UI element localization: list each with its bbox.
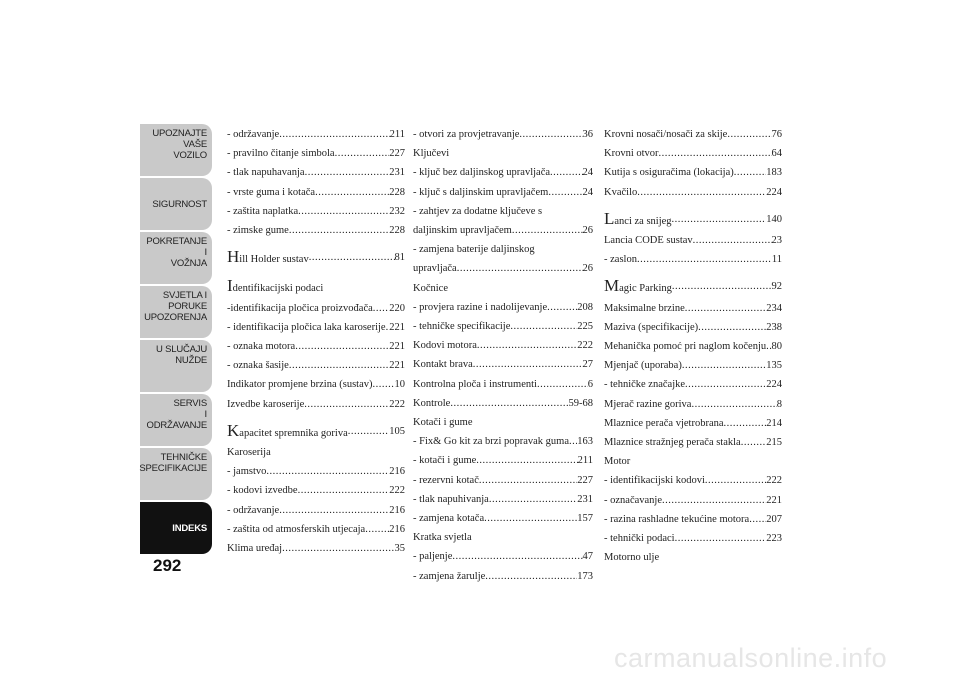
watermark: carmanualsonline.info: [614, 643, 888, 673]
entry-title: - paljenje: [413, 551, 453, 563]
index-entry: [604, 510, 782, 529]
index-entry: [604, 299, 782, 318]
tab-indeks[interactable]: [140, 502, 212, 554]
entry-title: Krovni nosači/nosači za skije: [604, 129, 728, 140]
tab-u-slučaju-nužde[interactable]: [140, 340, 212, 392]
entry-page: 10: [394, 379, 405, 391]
entry-page: 227: [577, 474, 593, 486]
dot-leader: [479, 471, 577, 490]
entry-page: 6: [587, 378, 593, 390]
entry-page: 36: [582, 129, 593, 140]
entry-page: 231: [577, 493, 593, 505]
index-entry: [413, 355, 593, 374]
dot-leader: [485, 567, 577, 586]
tab-label: I: [204, 409, 207, 420]
tab-label: TEHNIČKE: [160, 452, 207, 463]
dot-leader: [548, 183, 582, 202]
index-entry: [604, 318, 782, 337]
dot-leader: [749, 510, 766, 529]
tab-label: VOŽNJA: [170, 258, 207, 269]
entry-page: 76: [771, 129, 782, 140]
section-letter: I: [227, 276, 233, 296]
entry-page: 80: [771, 341, 782, 353]
index-entry: [413, 202, 593, 221]
entry-title: Motorno ulje: [604, 552, 660, 564]
entry-title: apacitet spremnika goriva: [239, 427, 348, 439]
tab-label: VOZILO: [173, 150, 207, 161]
entry-title: Mehanička pomoć pri naglom kočenju: [604, 341, 767, 353]
entry-page: 224: [766, 186, 782, 198]
entry-page: 173: [577, 570, 593, 582]
index-column-3: [604, 125, 782, 567]
index-entry: [604, 210, 782, 231]
dot-leader: [373, 375, 395, 394]
entry-title: - označavanje: [604, 494, 663, 506]
dot-leader: [682, 356, 766, 375]
dot-leader: [741, 433, 767, 452]
entry-page: 221: [766, 494, 782, 506]
entry-page: 207: [766, 513, 782, 525]
entry-title: daljinskim upravljačem: [413, 225, 512, 237]
dot-leader: [547, 298, 577, 317]
tab-label: VAŠE: [183, 139, 207, 150]
entry-page: 47: [582, 551, 593, 563]
index-entry: [227, 221, 405, 240]
entry-page: 157: [577, 513, 593, 525]
entry-page: 224: [766, 379, 782, 391]
tab-label: INDEKS: [172, 522, 207, 534]
dot-leader: [289, 356, 389, 375]
entry-title: Klima uređaj: [227, 543, 283, 555]
entry-page: 81: [394, 252, 405, 264]
entry-title: - zamjena baterije daljinskog: [413, 244, 535, 256]
entry-page: 23: [771, 235, 782, 247]
index-entry: [604, 414, 782, 433]
entry-page: 223: [766, 533, 782, 545]
tab-svjetla-i-poruke-upozorenja[interactable]: [140, 286, 212, 338]
entry-page: 216: [389, 504, 405, 516]
entry-title: Kvačilo: [604, 186, 638, 198]
entry-page: 135: [766, 360, 782, 372]
dot-leader: [476, 451, 577, 470]
entry-title: Kotači i gume: [413, 417, 473, 429]
entry-page: 222: [577, 340, 593, 352]
dot-leader: [519, 125, 582, 144]
index-entry: [413, 298, 593, 317]
dot-leader: [266, 462, 389, 481]
index-entry: [227, 337, 405, 356]
index-entry: [227, 481, 405, 500]
entry-page: 228: [389, 225, 405, 237]
tab-sigurnost[interactable]: [140, 178, 212, 230]
dot-leader: [512, 221, 583, 240]
entry-title: Kontrolna ploča i instrumenti: [413, 378, 537, 390]
entry-title: - kodovi izvedbe: [227, 485, 298, 497]
entry-title: - tehničke značajke: [604, 379, 686, 391]
section-letter: L: [604, 208, 615, 228]
entry-title: agic Parking: [619, 283, 672, 295]
entry-page: 24: [582, 186, 593, 198]
dot-leader: [279, 501, 389, 520]
dot-leader: [685, 375, 766, 394]
dot-leader: [489, 490, 577, 509]
index-entry: [604, 183, 782, 202]
entry-page: 222: [389, 398, 405, 410]
index-entry: [604, 548, 782, 567]
entry-title: Motor: [604, 456, 631, 468]
index-entry: [413, 317, 593, 336]
dot-leader: [348, 422, 390, 443]
index-entry: [227, 277, 405, 298]
entry-title: - održavanje: [227, 504, 280, 516]
entry-title: Kutija s osiguračima (lokacija): [604, 167, 734, 179]
index-entry: [413, 490, 593, 509]
index-entry: [227, 462, 405, 481]
entry-page: 59-68: [568, 397, 593, 409]
index-entry: [604, 529, 782, 548]
entry-title: Mlaznice perača vjetrobrana: [604, 417, 724, 429]
entry-title: - zamjena žarulje: [413, 570, 486, 582]
index-entry: [413, 471, 593, 490]
entry-page: 222: [766, 475, 782, 487]
entry-title: Indikator promjene brzina (sustav): [227, 379, 373, 391]
index-entry: [227, 422, 405, 443]
entry-page: 26: [582, 225, 593, 237]
index-entry: [227, 356, 405, 375]
entry-title: Kratka svjetla: [413, 532, 472, 544]
index-entry: [227, 299, 405, 318]
dot-leader: [691, 395, 776, 414]
index-entry: [227, 163, 405, 182]
entry-page: 232: [389, 205, 405, 217]
entry-page: 221: [389, 321, 405, 333]
entry-page: 26: [582, 263, 593, 275]
entry-title: Ključevi: [413, 148, 450, 160]
entry-title: - ključ s daljinskim upravljačem: [413, 186, 549, 198]
tab-label: ODRŽAVANJE: [146, 420, 207, 431]
entry-page: 221: [389, 360, 405, 372]
index-entry: [604, 356, 782, 375]
index-entry: [604, 250, 782, 269]
index-entry: [604, 231, 782, 250]
index-entry: [413, 375, 593, 394]
entry-page: 231: [389, 167, 405, 179]
entry-page: 163: [577, 436, 593, 448]
index-entry: [604, 375, 782, 394]
entry-page: 140: [766, 213, 782, 225]
index-entry: [413, 528, 593, 547]
index-entry: [413, 432, 593, 451]
entry-page: 211: [389, 129, 405, 140]
dot-leader: [282, 539, 394, 558]
index-entry: [413, 336, 593, 355]
dot-leader: [304, 395, 389, 414]
entry-page: 92: [771, 281, 782, 293]
entry-title: - tehnički podaci: [604, 533, 675, 545]
index-entry: [227, 539, 405, 558]
entry-page: 214: [766, 417, 782, 429]
entry-page: 216: [389, 466, 405, 478]
entry-title: - rezervni kotač: [413, 474, 479, 486]
tab-label: I: [204, 247, 207, 258]
dot-leader: [477, 336, 577, 355]
index-entry: [413, 221, 593, 240]
index-entry: [604, 144, 782, 163]
tab-servis-i-održavanje[interactable]: [140, 394, 212, 446]
dot-leader: [672, 277, 772, 298]
entry-title: Maksimalne brzine: [604, 302, 685, 314]
tab-label: UPOZORENJA: [144, 312, 207, 323]
entry-page: 222: [389, 485, 405, 497]
section-letter: M: [604, 276, 620, 296]
entry-title: - otvori za provjetravanje: [413, 129, 520, 140]
index-entry: [227, 125, 405, 144]
entry-page: 220: [389, 302, 405, 314]
entry-title: dentifikacijski podaci: [232, 283, 324, 295]
entry-page: 234: [766, 302, 782, 314]
index-entry: [413, 394, 593, 413]
dot-leader: [452, 547, 582, 566]
tab-label: SVJETLA I: [162, 290, 207, 301]
entry-page: 215: [766, 437, 782, 449]
index-entry: [604, 491, 782, 510]
entry-title: - oznaka šasije: [227, 360, 289, 372]
dot-leader: [335, 144, 390, 163]
entry-title: Kontrole: [413, 397, 451, 409]
entry-title: - vrste guma i kotača: [227, 186, 316, 198]
entry-title: - Fix& Go kit za brzi popravak guma: [413, 436, 570, 448]
index-entry: [227, 318, 405, 337]
index-entry: [227, 183, 405, 202]
entry-title: - identifikacija pločica laka karoserije: [227, 321, 386, 333]
dot-leader: [550, 163, 582, 182]
entry-title: Kočnice: [413, 282, 448, 294]
entry-title: - zaslon: [604, 254, 637, 266]
dot-leader: [450, 394, 568, 413]
entry-title: - tlak napuhivanja: [413, 493, 489, 505]
section-tabs: [140, 124, 212, 556]
entry-title: - održavanje: [227, 129, 280, 140]
index-entry: [227, 202, 405, 221]
dot-leader: [685, 299, 766, 318]
entry-title: - zaštita naplatka: [227, 205, 299, 217]
entry-page: 11: [771, 254, 782, 266]
entry-title: - pravilno čitanje simbola: [227, 148, 335, 160]
dot-leader: [315, 183, 389, 202]
dot-leader: [279, 125, 389, 144]
entry-title: - zaštita od atmosferskih utjecaja: [227, 523, 366, 535]
dot-leader: [672, 210, 767, 231]
tab-pokretanje-i-vožnja[interactable]: [140, 232, 212, 284]
index-entry: [604, 433, 782, 452]
dot-leader: [295, 337, 389, 356]
index-entry: [227, 395, 405, 414]
section-letter: H: [227, 247, 240, 267]
entry-title: - tehničke specifikacije: [413, 321, 511, 333]
dot-leader: [305, 163, 390, 182]
dot-leader: [298, 202, 389, 221]
entry-title: - razina rashladne tekućine motora: [604, 513, 750, 525]
dot-leader: [309, 248, 395, 269]
index-entry: [227, 501, 405, 520]
entry-page: 208: [577, 301, 593, 313]
index-entry: [413, 163, 593, 182]
index-entry: [413, 279, 593, 298]
entry-title: - kotači i gume: [413, 455, 477, 467]
dot-leader: [698, 318, 766, 337]
index-entry: [413, 413, 593, 432]
entry-title: Izvedbe karoserije: [227, 398, 305, 410]
entry-page: 27: [582, 359, 593, 371]
entry-title: Krovni otvor: [604, 148, 659, 160]
entry-page: 211: [577, 455, 593, 467]
tab-tehničke-specifikacije[interactable]: [140, 448, 212, 500]
entry-page: 225: [577, 321, 593, 333]
entry-title: - zahtjev za dodatne ključeve s: [413, 205, 543, 217]
dot-leader: [484, 509, 577, 528]
dot-leader: [537, 375, 588, 394]
entry-title: ill Holder sustav: [239, 254, 309, 266]
index-entry: [604, 163, 782, 182]
entry-title: Mjerač razine goriva: [604, 398, 692, 410]
entry-page: 216: [389, 523, 405, 535]
tab-upoznajte-vaše-vozilo[interactable]: [140, 124, 212, 176]
index-entry: [604, 471, 782, 490]
index-entry: [413, 125, 593, 144]
dot-leader: [457, 259, 583, 278]
dot-leader: [675, 529, 767, 548]
index-entry: [413, 259, 593, 278]
entry-title: Lancia CODE sustav: [604, 235, 693, 247]
index-entry: [413, 183, 593, 202]
dot-leader: [693, 231, 772, 250]
index-entry: [413, 240, 593, 259]
entry-title: Mlaznice stražnjeg perača stakla: [604, 437, 741, 449]
entry-title: Kodovi motora: [413, 340, 477, 352]
index-entry: [227, 248, 405, 269]
entry-title: Maziva (specifikacije): [604, 321, 699, 333]
index-entry: [604, 277, 782, 298]
entry-title: - oznaka motora: [227, 341, 296, 353]
index-column-2: [413, 125, 593, 586]
tab-label: SPECIFIKACIJE: [139, 463, 207, 474]
entry-title: - identifikacijski kodovi: [604, 475, 705, 487]
index-column-1: [227, 125, 405, 558]
index-entry: [413, 509, 593, 528]
tab-label: U SLUČAJU: [156, 344, 207, 355]
entry-title: - provjera razine i nadolijevanje: [413, 301, 548, 313]
dot-leader: [659, 144, 772, 163]
dot-leader: [289, 221, 389, 240]
index-entry: [227, 520, 405, 539]
index-entry: [227, 443, 405, 462]
dot-leader: [724, 414, 767, 433]
page-number: 292: [153, 556, 182, 575]
entry-title: - tlak napuhavanja: [227, 167, 305, 179]
dot-leader: [569, 432, 577, 451]
entry-title: - zamjena kotača: [413, 513, 485, 525]
entry-title: - ključ bez daljinskog upravljača: [413, 167, 551, 179]
entry-title: - zimske gume: [227, 225, 289, 237]
tab-label: POKRETANJE: [146, 236, 207, 247]
index-entry: [413, 547, 593, 566]
index-entry: [227, 375, 405, 394]
tab-label: SIGURNOST: [152, 198, 207, 210]
entry-title: Kontakt brava: [413, 359, 473, 371]
entry-title: -identifikacija pločica proizvođača: [227, 302, 373, 314]
entry-page: 228: [389, 186, 405, 198]
dot-leader: [705, 471, 766, 490]
index-entry: [227, 144, 405, 163]
dot-leader: [727, 125, 771, 144]
entry-title: upravljača: [413, 263, 457, 275]
dot-leader: [734, 163, 767, 182]
entry-page: 183: [766, 167, 782, 179]
entry-title: anci za snijeg: [614, 215, 672, 227]
dot-leader: [637, 250, 772, 269]
tab-label: UPOZNAJTE: [152, 128, 207, 139]
index-entry: [413, 451, 593, 470]
dot-leader: [637, 183, 766, 202]
entry-page: 8: [776, 398, 782, 410]
index-entry: [604, 452, 782, 471]
entry-title: Karoserija: [227, 447, 271, 459]
entry-page: 64: [771, 148, 782, 160]
dot-leader: [473, 355, 583, 374]
index-entry: [413, 567, 593, 586]
entry-page: 238: [766, 321, 782, 333]
entry-title: - jamstvo: [227, 466, 267, 478]
dot-leader: [365, 520, 389, 539]
index-entry: [604, 337, 782, 356]
entry-page: 227: [389, 148, 405, 160]
section-letter: K: [227, 420, 240, 440]
dot-leader: [298, 481, 390, 500]
dot-leader: [510, 317, 577, 336]
dot-leader: [662, 491, 766, 510]
dot-leader: [373, 299, 389, 318]
entry-page: 221: [389, 341, 405, 353]
entry-page: 35: [394, 543, 405, 555]
entry-page: 105: [389, 425, 405, 437]
index-entry: [604, 395, 782, 414]
entry-page: 24: [582, 167, 593, 179]
index-entry: [413, 144, 593, 163]
index-entry: [604, 125, 782, 144]
entry-title: Mjenjač (uporaba): [604, 360, 682, 372]
tab-label: SERVIS: [173, 398, 207, 409]
tab-label: NUŽDE: [175, 355, 207, 366]
tab-label: PORUKE: [168, 301, 207, 312]
